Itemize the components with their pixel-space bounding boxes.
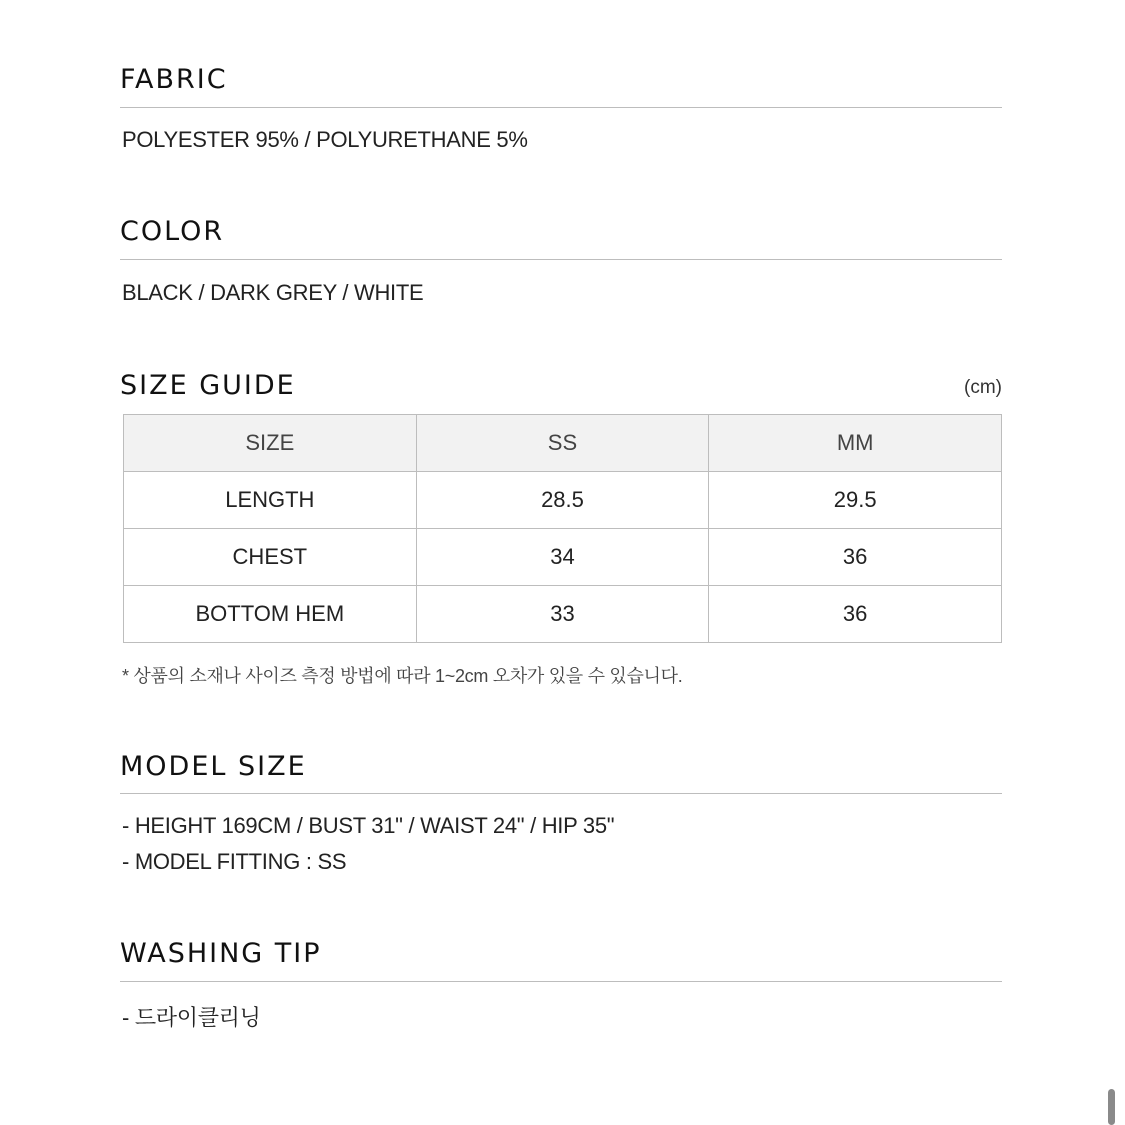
fabric-text: POLYESTER 95% / POLYURETHANE 5% bbox=[122, 127, 528, 152]
table-header-row bbox=[124, 415, 1002, 472]
washing-tip-divider bbox=[120, 981, 1002, 982]
cell-value: 29.5 bbox=[709, 472, 1002, 529]
cell-value: 36 bbox=[709, 586, 1002, 643]
size-guide-title: SIZE GUIDE bbox=[120, 370, 296, 401]
row-label: CHEST bbox=[124, 529, 417, 586]
fabric-title: FABRIC bbox=[120, 64, 228, 95]
color-text: BLACK / DARK GREY / WHITE bbox=[122, 280, 424, 305]
cell-value: 28.5 bbox=[416, 472, 709, 529]
header-mm: MM bbox=[709, 415, 1002, 472]
row-label: BOTTOM HEM bbox=[124, 586, 417, 643]
scrollbar-thumb[interactable] bbox=[1108, 1089, 1115, 1125]
cell-value: 36 bbox=[709, 529, 1002, 586]
model-size-line: - HEIGHT 169CM / BUST 31" / WAIST 24" / HIP 35" bbox=[122, 813, 615, 838]
cell-value: 34 bbox=[416, 529, 709, 586]
table-row bbox=[124, 529, 1002, 586]
table-row bbox=[124, 472, 1002, 529]
cell-value: 33 bbox=[416, 586, 709, 643]
model-size-title: MODEL SIZE bbox=[120, 751, 307, 782]
size-note: * 상품의 소재나 사이즈 측정 방법에 따라 1~2cm 오차가 있을 수 있습니다. bbox=[122, 666, 683, 686]
size-table bbox=[123, 414, 1002, 643]
washing-tip-title: WASHING TIP bbox=[120, 938, 322, 969]
washing-tip-text: - 드라이클리닝 bbox=[122, 1005, 261, 1030]
row-label: LENGTH bbox=[124, 472, 417, 529]
fabric-divider bbox=[120, 107, 1002, 108]
table-row bbox=[124, 586, 1002, 643]
header-ss: SS bbox=[416, 415, 709, 472]
color-divider bbox=[120, 259, 1002, 260]
header-size: SIZE bbox=[124, 415, 417, 472]
model-size-line: - MODEL FITTING : SS bbox=[122, 849, 347, 874]
size-unit: (cm) bbox=[964, 377, 1002, 398]
color-title: COLOR bbox=[120, 216, 225, 247]
model-size-divider bbox=[120, 793, 1002, 794]
